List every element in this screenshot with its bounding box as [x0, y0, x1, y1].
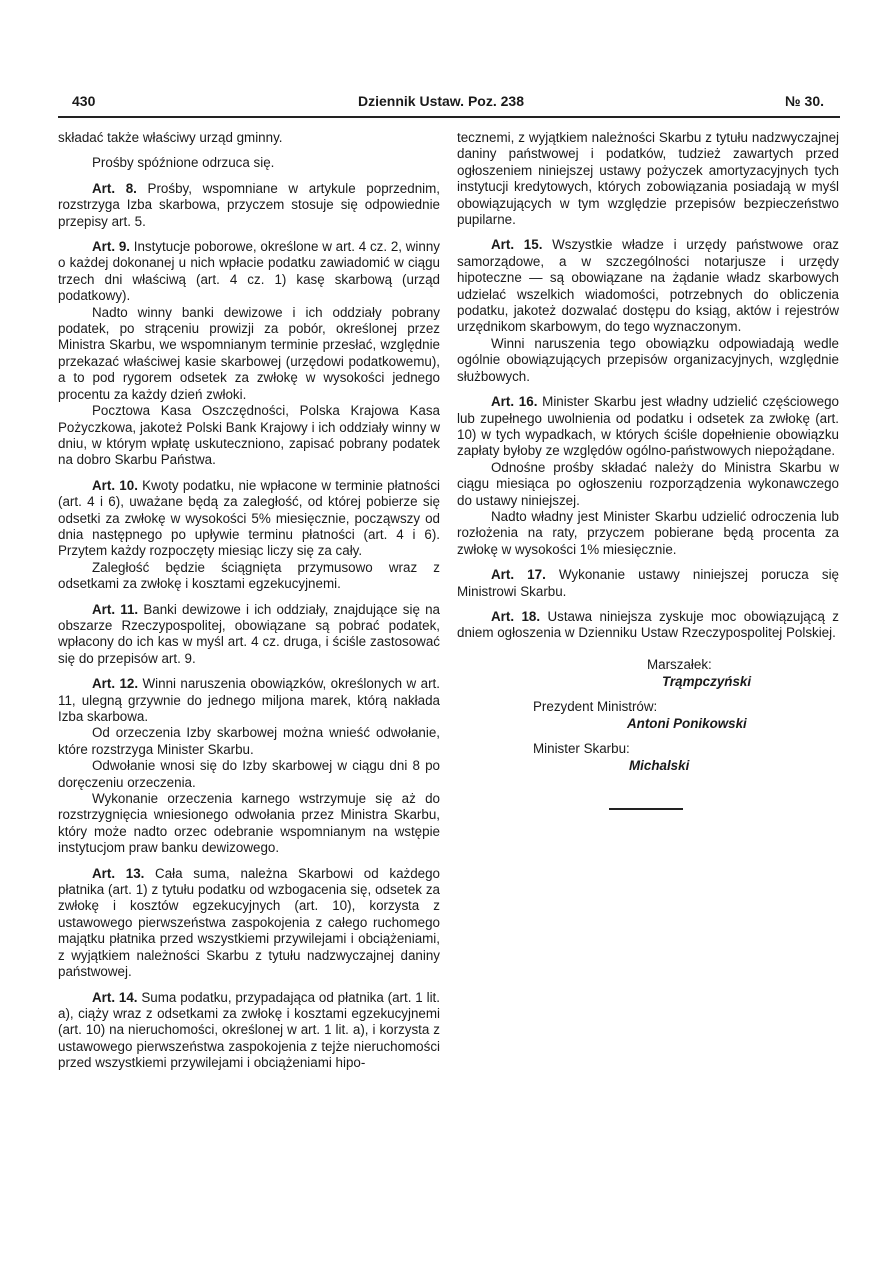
article-8: [58, 181, 440, 230]
signature-role: Prezydent Ministrów:: [533, 698, 658, 714]
article-label: Art. 8.: [92, 180, 137, 196]
article-text: Suma podatku, przypadająca od płatnika (art. 1 lit. a), ciąży wraz z odsetkami za zwłokę i kosztami egzekucyjnemi (art. 10) na nieruchomości, określonej w art. 1 lit. a), i korzysta z ustawowego pierwszeństwa zaspokojenia z tejże nieruchomości przed wszystkiemi przywilejami i obciążeniami hipo-: [58, 989, 440, 1071]
paragraph: Odwołanie wnosi się do Izby skarbowej w ciągu dni 8 po doręczeniu orzeczenia.: [58, 758, 440, 790]
article-10: [58, 478, 440, 560]
paragraph: składać także właściwy urząd gminny.: [58, 130, 283, 145]
paragraph: Odnośne prośby składać należy do Ministra Skarbu w ciągu miesiąca po ogłoszeniu rozporządzenia wykonawczego do ustawy niniejszej.: [457, 459, 839, 508]
paragraph: Od orzeczenia Izby skarbowej można wnieść odwołanie, które rozstrzyga Minister Skarbu.: [58, 725, 440, 757]
article-11: [58, 602, 440, 668]
issue-number: № 30.: [785, 93, 824, 109]
article-label: Art. 17.: [491, 567, 546, 583]
article-18: [457, 609, 839, 642]
article-14: [58, 990, 440, 1072]
article-text: Prośby, wspomniane w artykule poprzednim, rozstrzyga Izba skarbowa, przyczem stosuje się odpowiednie przepisy art. 5.: [58, 180, 440, 229]
article-text: Cała suma, należna Skarbowi od każdego płatnika (art. 1) z tytułu podatku od wzbogacenia się, odsetek za zwłokę i kosztów egzekucyjnych (art. 10), korzysta z ustawowego pierwszeństwa zaspokojenia z całego ruchomego majątku płatnika przed wszystkiemi przywilejami i obciążeniami, z wyjątkiem należności Skarbu z tytułu nadzwyczajnej daniny państwowej.: [58, 865, 441, 980]
article-text: Ustawa niniejsza zyskuje moc obowiązującą z dniem ogłoszenia w Dzienniku Ustaw Rzeczypospolitej Polskiej.: [457, 608, 839, 641]
paragraph: Pocztowa Kasa Oszczędności, Polska Krajowa Kasa Pożyczkowa, jakoteż Polski Bank Krajowy i ich oddziały winny w dniu, w którym wpłatę uskuteczniono, zapisać pobrany podatek na dobro Skarbu Państwa.: [58, 403, 440, 468]
header-rule: [58, 116, 840, 118]
article-label: Art. 10.: [92, 477, 138, 493]
article-text: Banki dewizowe i ich oddziały, znajdujące się na obszarze Rzeczypospolitej, obowiązane są pobrać podatek, wpłacony do ich kas w myśl art. 4 cz. druga, i ściśle zastosować się do przepisów art. 9.: [58, 601, 440, 666]
paragraph: Wykonanie orzeczenia karnego wstrzymuje się aż do rozstrzygnięcia wniesionego odwołania przez Ministra Skarbu, który może nadto orzec odebranie wspomnianym na wstępie instytucjom praw banku dewizowego.: [58, 791, 440, 856]
signature-name: Antoni Ponikowski: [627, 715, 747, 731]
journal-title: Dziennik Ustaw. Poz. 238: [358, 93, 524, 109]
paragraph: Nadto winny banki dewizowe i ich oddziały pobrany podatek, po strąceniu prowizji za pobór, określonej przez Ministra Skarbu, we wspomnianym terminie przesłać, względnie przekazać właściwej kasie skarbowej (urzędowi podatkowemu), a to pod rygorem odsetek za zwłokę w wysokości jednego procentu za każdy dzień zwłoki.: [58, 304, 440, 402]
article-text: Wszystkie władze i urzędy państwowe oraz samorządowe, a w szczególności notarjusze i urzędy hipoteczne — są obowiązane na żądanie władz skarbowych udzielać wszelkich wiadomości, potrzebnych do obliczenia podatku, jakoteż dozwalać dostępu do ksiąg, aktów i rejestrów urzędnikom skarbowym, do tego wyznaczonym.: [457, 237, 839, 335]
article-13: [58, 866, 440, 981]
article-9: [58, 239, 440, 305]
left-column: [58, 130, 440, 1081]
article-label: Art. 13.: [92, 865, 145, 881]
right-column: [457, 130, 839, 810]
signature-marshal: [457, 656, 839, 690]
article-text: Wykonanie ustawy niniejszej porucza się Ministrowi Skarbu.: [457, 567, 839, 599]
article-text: Winni naruszenia obowiązków, określonych w art. 11, ulegną grzywnie do jednego miljona marek, którą nakłada Izba skarbowa.: [58, 676, 440, 724]
article-15: [457, 237, 839, 335]
page-number: 430: [72, 93, 96, 109]
signatures: [457, 656, 839, 810]
article-label: Art. 14.: [92, 989, 138, 1005]
paragraph: Nadto władny jest Minister Skarbu udzielić odroczenia lub rozłożenia na raty, przyczem pobierane będą procenta za zwłokę w wysokości 1% miesięcznie.: [457, 508, 839, 557]
article-text: Kwoty podatku, nie wpłacone w terminie płatności (art. 4 i 6), uważane będą za zaległość, od której pobierze się odsetki za zwłokę w wysokości 5% miesięcznie, począwszy od dnia następnego po upływie terminu płatności (art. 4 i 6). Przytem każdy rozpoczęty miesiąc liczy się za cały.: [58, 477, 440, 559]
article-label: Art. 18.: [491, 608, 541, 624]
article-label: Art. 11.: [92, 601, 139, 617]
page-header: [58, 93, 824, 111]
paragraph: Prośby spóźnione odrzuca się.: [92, 155, 275, 171]
signature-treasury-minister: [457, 740, 839, 774]
end-rule: [609, 808, 683, 810]
article-text: Instytucje poborowe, określone w art. 4 cz. 2, winny o każdej dokonanej u nich wpłacie podatku zawiadomić w ciągu trzech dni właściwą (art. 4 cz. 1) kasę skarbową (urząd podatkowy).: [58, 239, 440, 304]
article-16: [457, 394, 839, 460]
article-text: Minister Skarbu jest władny udzielić częściowego lub zupełnego uwolnienia od podatku i odsetek za zwłokę (art. 10) w tych wypadkach, w których ściśle dopełnienie obowiązku zapłaty byłoby ze względów ogólno-państwowych niepożądane.: [457, 394, 839, 459]
article-label: Art. 12.: [92, 676, 139, 692]
article-label: Art. 16.: [491, 394, 538, 410]
article-label: Art. 9.: [92, 239, 130, 255]
paragraph: tecznemi, z wyjątkiem należności Skarbu z tytułu nadzwyczajnej daniny państwowej i podatków, tudzież zawartych przed ogłoszeniem niniejszej ustawy pożyczek amortyzacyjnych tych instytucji kredytowych, których zobowiązania posiadają w myśl obowiązujących w tym względzie przepisów bezpieczeństwo pupilarne.: [457, 130, 839, 228]
paragraph: Winni naruszenia tego obowiązku odpowiadają wedle ogólnie obowiązujących przepisów organizacyjnych, względnie służbowych.: [457, 335, 839, 384]
signature-role: Minister Skarbu:: [533, 740, 630, 756]
paragraph: Zaległość będzie ściągnięta przymusowo wraz z odsetkami za zwłokę i kosztami egzekucyjnemi.: [58, 559, 440, 592]
signature-name: Trąmpczyński: [662, 673, 752, 689]
article-12: [58, 676, 440, 725]
signature-role: Marszałek:: [647, 656, 712, 672]
article-label: Art. 15.: [491, 237, 543, 253]
signature-prime-minister: [457, 698, 839, 732]
signature-name: Michalski: [629, 757, 690, 773]
article-17: [457, 567, 839, 600]
